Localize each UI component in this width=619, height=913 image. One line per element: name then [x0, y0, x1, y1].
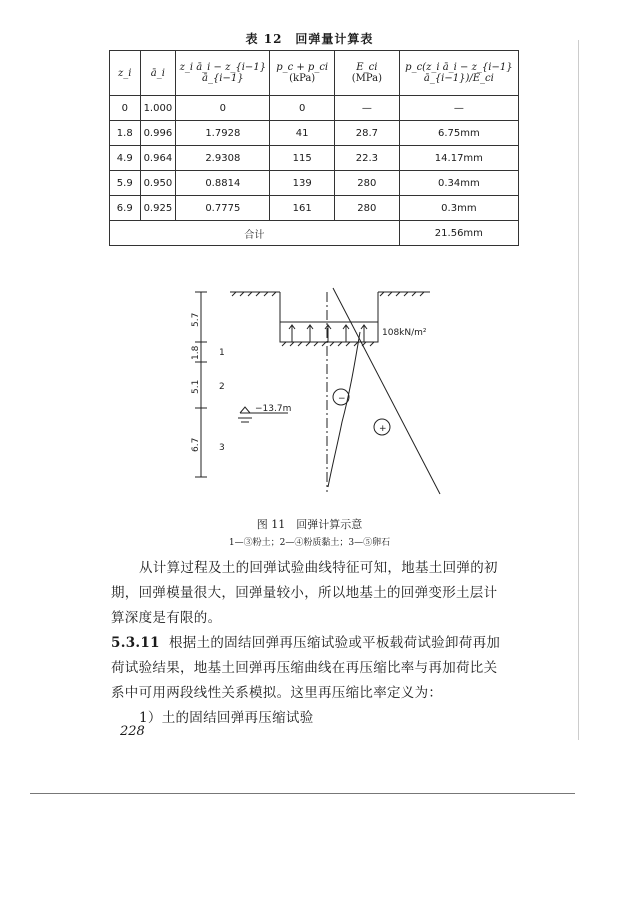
text-line: 从计算过程及土的回弹试验曲线特征可知，地基土回弹的初 — [139, 560, 498, 576]
cell: 0.996 — [140, 121, 176, 146]
total-label: 合计 — [110, 221, 400, 246]
layer-label: 2 — [219, 382, 225, 392]
depth-label: 5.7 — [191, 312, 201, 327]
rebound-calculation-table — [109, 50, 519, 246]
cell: 280 — [334, 171, 399, 196]
cell: 0 — [176, 96, 270, 121]
depth-label: 5.1 — [191, 379, 201, 394]
paragraph-2 — [111, 631, 525, 731]
cell: 4.9 — [110, 146, 141, 171]
paragraph-1 — [111, 556, 525, 631]
cell: — — [334, 96, 399, 121]
load-arrow — [307, 325, 313, 342]
rebound-diagram-svg — [170, 272, 450, 502]
layer-label: 3 — [219, 443, 225, 453]
cell: 0.950 — [140, 171, 176, 196]
foundation-slab — [280, 322, 378, 342]
header-ai: ā_i — [140, 51, 176, 96]
table-total-row — [110, 221, 519, 246]
cell: 0 — [110, 96, 141, 121]
table-header-row — [110, 51, 519, 96]
minus-sign: − — [338, 394, 346, 404]
page-number: 228 — [120, 724, 145, 739]
cell: 0.925 — [140, 196, 176, 221]
cell: 2.9308 — [176, 146, 270, 171]
table-row — [110, 146, 519, 171]
table-row — [110, 171, 519, 196]
load-arrow — [289, 325, 295, 342]
list-item: 1）土的固结回弹再压缩试验 — [139, 710, 314, 726]
cell: 22.3 — [334, 146, 399, 171]
slab-base-hatch — [282, 342, 374, 346]
ground-hatch-left — [232, 292, 276, 296]
cell: 139 — [270, 171, 335, 196]
table-row — [110, 96, 519, 121]
cell: 115 — [270, 146, 335, 171]
cell: 1.7928 — [176, 121, 270, 146]
depth-label: 6.7 — [191, 437, 201, 452]
rebound-curve — [328, 332, 360, 487]
cell: 1.8 — [110, 121, 141, 146]
text-line — [111, 631, 525, 656]
table-row — [110, 196, 519, 221]
total-value: 21.56mm — [399, 221, 518, 246]
depth-label: 1.8 — [191, 345, 201, 360]
water-level-marker — [240, 407, 250, 413]
header-modulus: E_ci (MPa) — [334, 51, 399, 96]
text-line: 系中可用两段线性关系模拟。这里再压缩比率定义为： — [111, 685, 443, 701]
cell: 280 — [334, 196, 399, 221]
load-arrow — [325, 325, 331, 342]
text-line: 期，回弹模量很大，回弹量较小，所以地基土的回弹变形土层计 — [111, 585, 498, 601]
scan-line — [30, 793, 575, 794]
scan-edge — [578, 40, 579, 740]
cell: 5.9 — [110, 171, 141, 196]
text-line: 算深度是有限的。 — [111, 610, 222, 626]
cell: 0.7775 — [176, 196, 270, 221]
header-rebound: p_c(z_i ā_i − z_{i−1} ā_{i−1})/E_ci — [399, 51, 518, 96]
cell: 0 — [270, 96, 335, 121]
cell: 6.75mm — [399, 121, 518, 146]
header-diff: z_i ā_i − z_{i−1} ā_{i−1} — [176, 51, 270, 96]
cell: — — [399, 96, 518, 121]
figure-legend: 1—③粉土；2—④粉质黏土；3—⑤卵石 — [228, 538, 391, 548]
layer-label: 1 — [219, 348, 225, 358]
rebound-diagram — [170, 272, 450, 506]
ground-hatch-right — [380, 292, 424, 296]
cell: 0.964 — [140, 146, 176, 171]
cell: 0.8814 — [176, 171, 270, 196]
cell: 6.9 — [110, 196, 141, 221]
load-arrow — [361, 325, 367, 342]
table-title: 表 12 回弹量计算表 — [245, 32, 374, 46]
section-number: 5.3.11 — [111, 635, 160, 651]
cell: 1.000 — [140, 96, 176, 121]
table-row — [110, 121, 519, 146]
water-level-label: −13.7m — [255, 404, 292, 414]
load-label: 108kN/m² — [382, 328, 427, 338]
cell: 0.3mm — [399, 196, 518, 221]
header-pressure: p_c + p_ci (kPa) — [270, 51, 335, 96]
cell: 14.17mm — [399, 146, 518, 171]
cell: 0.34mm — [399, 171, 518, 196]
plus-sign: + — [379, 424, 387, 434]
load-arrow — [343, 325, 349, 342]
cell: 161 — [270, 196, 335, 221]
section-text: 根据土的固结回弹再压缩试验或平板载荷试验卸荷再加 — [168, 635, 501, 651]
cell: 28.7 — [334, 121, 399, 146]
header-zi: z_i — [110, 51, 141, 96]
figure-caption: 图 11 回弹计算示意 — [256, 518, 363, 531]
cell: 41 — [270, 121, 335, 146]
text-line: 荷试验结果，地基土回弹再压缩曲线在再压缩比率与再加荷比关 — [111, 660, 498, 676]
